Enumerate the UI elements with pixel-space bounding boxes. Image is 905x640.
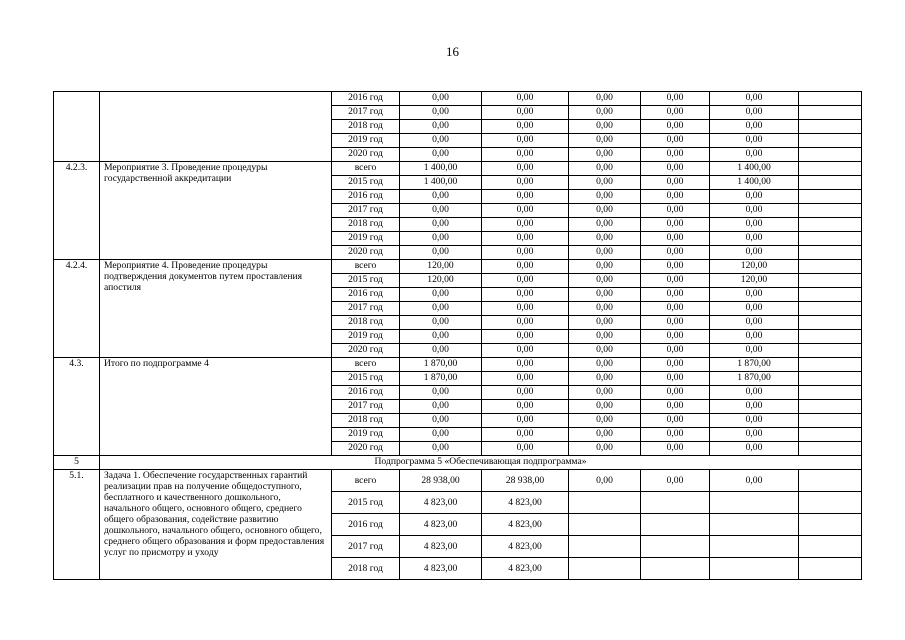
- row-period: 2017 год: [332, 302, 400, 316]
- value-cell: 0,00: [710, 204, 799, 218]
- value-cell: 0,00: [482, 148, 569, 162]
- budget-table: [53, 91, 862, 580]
- value-cell: 0,00: [569, 302, 641, 316]
- value-cell: 1 400,00: [400, 162, 482, 176]
- value-cell: 4 823,00: [400, 492, 482, 514]
- value-cell: 0,00: [710, 106, 799, 120]
- value-cell: 0,00: [482, 246, 569, 260]
- value-cell: [799, 558, 862, 580]
- value-cell: [569, 492, 641, 514]
- value-cell: 0,00: [569, 106, 641, 120]
- value-cell: 0,00: [482, 176, 569, 190]
- table-row: [54, 470, 862, 492]
- row-period: 2018 год: [332, 558, 400, 580]
- value-cell: 1 870,00: [400, 358, 482, 372]
- value-cell: 0,00: [482, 232, 569, 246]
- value-cell: 0,00: [710, 92, 799, 106]
- value-cell: [799, 302, 862, 316]
- value-cell: [799, 470, 862, 492]
- value-cell: 0,00: [482, 162, 569, 176]
- value-cell: [641, 536, 710, 558]
- row-period: 2015 год: [332, 176, 400, 190]
- row-name: [100, 92, 332, 162]
- value-cell: 0,00: [482, 344, 569, 358]
- value-cell: 0,00: [569, 274, 641, 288]
- value-cell: 0,00: [400, 400, 482, 414]
- value-cell: 0,00: [400, 442, 482, 456]
- value-cell: 0,00: [710, 442, 799, 456]
- value-cell: [799, 246, 862, 260]
- row-number: 5.1.: [54, 470, 100, 580]
- value-cell: 0,00: [482, 134, 569, 148]
- value-cell: 0,00: [400, 302, 482, 316]
- value-cell: 0,00: [482, 316, 569, 330]
- value-cell: [799, 176, 862, 190]
- value-cell: 4 823,00: [482, 558, 569, 580]
- row-period: 2017 год: [332, 536, 400, 558]
- value-cell: 0,00: [482, 428, 569, 442]
- value-cell: 120,00: [710, 274, 799, 288]
- row-period: 2017 год: [332, 400, 400, 414]
- value-cell: 0,00: [482, 288, 569, 302]
- value-cell: [710, 536, 799, 558]
- subprogram-title: Подпрограмма 5 «Обеспечивающая подпрограмма»: [100, 456, 862, 470]
- row-number: 4.3.: [54, 358, 100, 456]
- value-cell: [799, 134, 862, 148]
- value-cell: 0,00: [569, 358, 641, 372]
- value-cell: [799, 232, 862, 246]
- value-cell: 0,00: [400, 288, 482, 302]
- value-cell: 0,00: [641, 148, 710, 162]
- row-period: 2018 год: [332, 218, 400, 232]
- value-cell: 0,00: [569, 92, 641, 106]
- row-period: 2020 год: [332, 246, 400, 260]
- row-name: Задача 1. Обеспечение государственных гарантий реализации прав на получение общедоступного, бесплатного и качественного дошкольного, начального общего, основного общего, среднего общего образования, содействие развитию дошкольного, начального общего, основного общего, среднего общего образования и форм предоставления услуг по присмотру и уходу: [100, 470, 332, 580]
- value-cell: 1 400,00: [400, 176, 482, 190]
- value-cell: [799, 260, 862, 274]
- value-cell: 0,00: [641, 106, 710, 120]
- value-cell: 0,00: [569, 414, 641, 428]
- value-cell: 0,00: [569, 162, 641, 176]
- value-cell: 0,00: [641, 330, 710, 344]
- value-cell: [799, 400, 862, 414]
- value-cell: 0,00: [569, 176, 641, 190]
- row-period: 2016 год: [332, 288, 400, 302]
- value-cell: 0,00: [569, 218, 641, 232]
- value-cell: 0,00: [569, 190, 641, 204]
- value-cell: 0,00: [400, 218, 482, 232]
- value-cell: [799, 92, 862, 106]
- row-period: 2018 год: [332, 120, 400, 134]
- value-cell: 0,00: [710, 190, 799, 204]
- value-cell: 0,00: [569, 428, 641, 442]
- value-cell: 0,00: [710, 414, 799, 428]
- subprogram-row: [54, 456, 862, 470]
- value-cell: [799, 492, 862, 514]
- row-period: всего: [332, 470, 400, 492]
- value-cell: 0,00: [400, 120, 482, 134]
- row-period: всего: [332, 358, 400, 372]
- row-period: всего: [332, 260, 400, 274]
- row-period: 2015 год: [332, 274, 400, 288]
- value-cell: 0,00: [400, 204, 482, 218]
- value-cell: 0,00: [482, 274, 569, 288]
- value-cell: 0,00: [569, 330, 641, 344]
- value-cell: 0,00: [482, 358, 569, 372]
- value-cell: 0,00: [400, 428, 482, 442]
- row-period: 2016 год: [332, 92, 400, 106]
- value-cell: 0,00: [641, 232, 710, 246]
- value-cell: 0,00: [641, 442, 710, 456]
- value-cell: 0,00: [400, 344, 482, 358]
- value-cell: 0,00: [400, 92, 482, 106]
- row-name: Итого по подпрограмме 4: [100, 358, 332, 456]
- value-cell: [799, 190, 862, 204]
- value-cell: 0,00: [641, 176, 710, 190]
- value-cell: [799, 274, 862, 288]
- row-period: 2016 год: [332, 514, 400, 536]
- value-cell: [799, 514, 862, 536]
- value-cell: 1 870,00: [400, 372, 482, 386]
- value-cell: [799, 358, 862, 372]
- value-cell: 0,00: [710, 386, 799, 400]
- value-cell: 0,00: [710, 330, 799, 344]
- row-period: 2018 год: [332, 316, 400, 330]
- value-cell: [569, 536, 641, 558]
- value-cell: 4 823,00: [400, 558, 482, 580]
- value-cell: 0,00: [641, 400, 710, 414]
- value-cell: 0,00: [482, 190, 569, 204]
- value-cell: 4 823,00: [400, 514, 482, 536]
- value-cell: 0,00: [400, 316, 482, 330]
- value-cell: 0,00: [400, 414, 482, 428]
- value-cell: [799, 218, 862, 232]
- value-cell: 1 400,00: [710, 176, 799, 190]
- value-cell: 1 400,00: [710, 162, 799, 176]
- value-cell: [799, 106, 862, 120]
- value-cell: 0,00: [710, 232, 799, 246]
- value-cell: 0,00: [482, 260, 569, 274]
- value-cell: 0,00: [400, 106, 482, 120]
- row-period: 2016 год: [332, 190, 400, 204]
- row-period: 2017 год: [332, 204, 400, 218]
- value-cell: 1 870,00: [710, 358, 799, 372]
- value-cell: 0,00: [641, 274, 710, 288]
- value-cell: 0,00: [569, 288, 641, 302]
- value-cell: 0,00: [710, 134, 799, 148]
- value-cell: 0,00: [400, 232, 482, 246]
- value-cell: 0,00: [641, 316, 710, 330]
- value-cell: 0,00: [710, 288, 799, 302]
- value-cell: [799, 372, 862, 386]
- value-cell: 4 823,00: [482, 492, 569, 514]
- row-name: Мероприятие 4. Проведение процедуры подтверждения документов путем проставления апостиля: [100, 260, 332, 358]
- value-cell: 0,00: [710, 400, 799, 414]
- row-number: 5: [54, 456, 100, 470]
- value-cell: 0,00: [569, 204, 641, 218]
- value-cell: [710, 514, 799, 536]
- value-cell: 28 938,00: [400, 470, 482, 492]
- value-cell: 0,00: [641, 372, 710, 386]
- value-cell: 0,00: [482, 302, 569, 316]
- row-period: 2015 год: [332, 372, 400, 386]
- value-cell: 0,00: [569, 120, 641, 134]
- value-cell: 0,00: [641, 246, 710, 260]
- page-number: 16: [446, 44, 459, 59]
- value-cell: 0,00: [641, 302, 710, 316]
- value-cell: [710, 492, 799, 514]
- value-cell: 0,00: [569, 260, 641, 274]
- value-cell: 0,00: [482, 400, 569, 414]
- value-cell: [799, 162, 862, 176]
- value-cell: [641, 514, 710, 536]
- row-period: 2015 год: [332, 492, 400, 514]
- value-cell: 0,00: [641, 162, 710, 176]
- value-cell: 120,00: [400, 260, 482, 274]
- value-cell: 0,00: [482, 442, 569, 456]
- value-cell: 0,00: [710, 246, 799, 260]
- value-cell: 0,00: [482, 386, 569, 400]
- value-cell: [799, 316, 862, 330]
- value-cell: 0,00: [569, 246, 641, 260]
- table-row: [54, 92, 862, 106]
- value-cell: 4 823,00: [482, 514, 569, 536]
- value-cell: 0,00: [400, 134, 482, 148]
- value-cell: 0,00: [482, 106, 569, 120]
- value-cell: 0,00: [710, 120, 799, 134]
- value-cell: 0,00: [641, 386, 710, 400]
- table-row: [54, 260, 862, 274]
- row-period: 2019 год: [332, 232, 400, 246]
- value-cell: [799, 148, 862, 162]
- value-cell: [569, 514, 641, 536]
- value-cell: [799, 344, 862, 358]
- value-cell: 0,00: [710, 428, 799, 442]
- value-cell: [710, 558, 799, 580]
- value-cell: 1 870,00: [710, 372, 799, 386]
- row-period: 2019 год: [332, 428, 400, 442]
- value-cell: 0,00: [710, 218, 799, 232]
- value-cell: [799, 330, 862, 344]
- row-period: 2020 год: [332, 442, 400, 456]
- value-cell: 0,00: [569, 148, 641, 162]
- value-cell: 0,00: [710, 302, 799, 316]
- row-period: 2018 год: [332, 414, 400, 428]
- value-cell: 0,00: [400, 190, 482, 204]
- value-cell: 0,00: [482, 414, 569, 428]
- value-cell: 4 823,00: [482, 536, 569, 558]
- row-period: 2020 год: [332, 344, 400, 358]
- value-cell: 0,00: [641, 288, 710, 302]
- row-period: 2017 год: [332, 106, 400, 120]
- value-cell: [569, 558, 641, 580]
- table-row: [54, 162, 862, 176]
- value-cell: 0,00: [569, 470, 641, 492]
- row-number: [54, 92, 100, 162]
- value-cell: 0,00: [569, 442, 641, 456]
- row-number: 4.2.3.: [54, 162, 100, 260]
- value-cell: 28 938,00: [482, 470, 569, 492]
- value-cell: [641, 492, 710, 514]
- table-row: [54, 358, 862, 372]
- value-cell: 0,00: [641, 260, 710, 274]
- value-cell: 0,00: [482, 204, 569, 218]
- row-number: 4.2.4.: [54, 260, 100, 358]
- value-cell: 0,00: [482, 372, 569, 386]
- value-cell: 0,00: [641, 92, 710, 106]
- value-cell: 0,00: [641, 414, 710, 428]
- value-cell: 0,00: [710, 470, 799, 492]
- value-cell: 0,00: [641, 358, 710, 372]
- value-cell: 0,00: [400, 148, 482, 162]
- value-cell: 4 823,00: [400, 536, 482, 558]
- value-cell: 0,00: [569, 344, 641, 358]
- value-cell: 0,00: [641, 344, 710, 358]
- value-cell: 0,00: [400, 386, 482, 400]
- value-cell: 0,00: [641, 190, 710, 204]
- value-cell: 120,00: [400, 274, 482, 288]
- value-cell: 0,00: [482, 330, 569, 344]
- value-cell: 0,00: [569, 372, 641, 386]
- value-cell: 0,00: [641, 218, 710, 232]
- value-cell: 0,00: [569, 400, 641, 414]
- row-period: 2016 год: [332, 386, 400, 400]
- value-cell: 0,00: [641, 134, 710, 148]
- value-cell: 0,00: [569, 316, 641, 330]
- value-cell: [799, 204, 862, 218]
- row-name: Мероприятие 3. Проведение процедуры государственной аккредитации: [100, 162, 332, 260]
- value-cell: [799, 536, 862, 558]
- value-cell: 0,00: [569, 232, 641, 246]
- value-cell: 0,00: [710, 148, 799, 162]
- value-cell: 0,00: [710, 316, 799, 330]
- value-cell: 120,00: [710, 260, 799, 274]
- value-cell: 0,00: [641, 120, 710, 134]
- value-cell: [799, 120, 862, 134]
- value-cell: 0,00: [482, 120, 569, 134]
- row-period: всего: [332, 162, 400, 176]
- value-cell: 0,00: [482, 218, 569, 232]
- value-cell: [799, 428, 862, 442]
- value-cell: 0,00: [400, 246, 482, 260]
- value-cell: 0,00: [569, 386, 641, 400]
- value-cell: [799, 414, 862, 428]
- value-cell: [799, 288, 862, 302]
- value-cell: [799, 386, 862, 400]
- value-cell: 0,00: [710, 344, 799, 358]
- value-cell: 0,00: [400, 330, 482, 344]
- value-cell: [641, 558, 710, 580]
- row-period: 2020 год: [332, 148, 400, 162]
- row-period: 2019 год: [332, 134, 400, 148]
- row-period: 2019 год: [332, 330, 400, 344]
- value-cell: 0,00: [641, 204, 710, 218]
- value-cell: 0,00: [569, 134, 641, 148]
- value-cell: 0,00: [641, 470, 710, 492]
- value-cell: 0,00: [641, 428, 710, 442]
- value-cell: 0,00: [482, 92, 569, 106]
- value-cell: [799, 442, 862, 456]
